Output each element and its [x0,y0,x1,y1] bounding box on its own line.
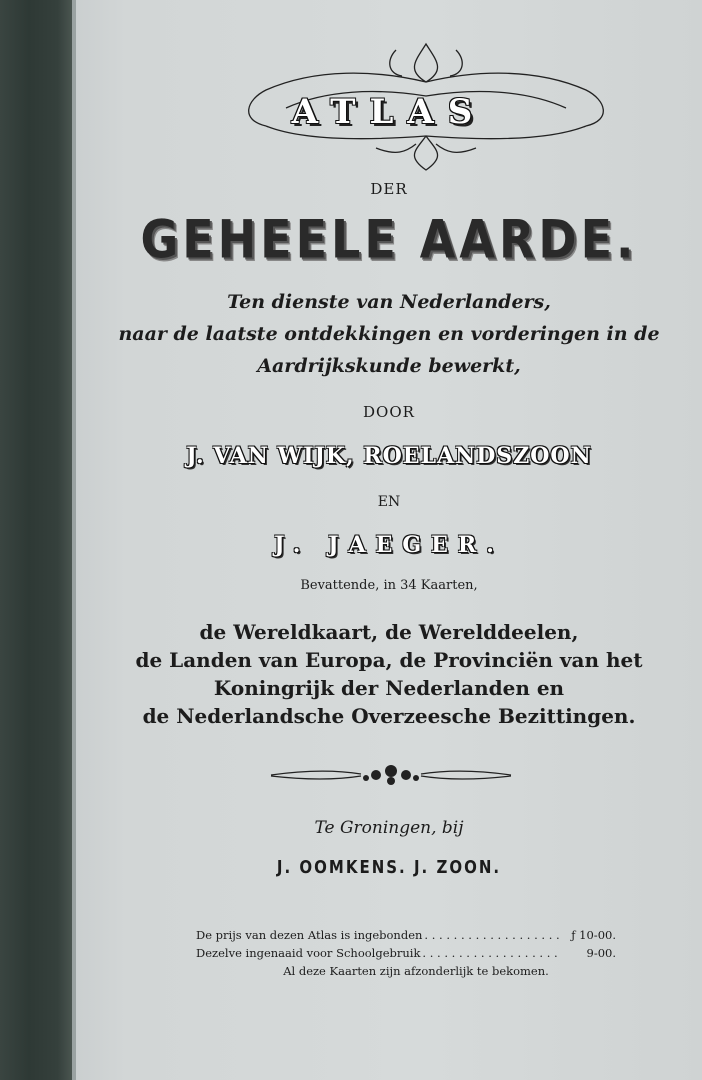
by-label: DOOR [363,403,415,421]
price-label: Dezelve ingenaaid voor Schoolgebruik [196,946,421,960]
price-value: ƒ 10-00. [571,928,616,942]
contents-line-2: de Landen van Europa, de Provinciën van het [135,648,643,672]
and-label: EN [377,494,401,510]
price-dots: . . . . . . . . . . . . . . . . . . . [422,946,558,960]
price-row-stitched [196,944,616,962]
price-row-bound [196,926,616,944]
publisher-place: Te Groningen, bij [314,818,464,838]
price-label: De prijs van dezen Atlas is ingebonden [196,928,423,942]
subtitle-line-3: Aardrijkskunde bewerkt, [257,355,521,377]
contents-line-1: de Wereldkaart, de Werelddeelen, [199,620,579,644]
contents-line-3: Koningrijk der Nederlanden en [213,676,565,700]
subtitle-line-1: Ten dienste van Nederlanders, [227,291,551,313]
contents-line-4: de Nederlandsche Overzeesche Bezittingen. [142,704,636,728]
subtitle-line-2: naar de laatste ontdekkingen en vorderingen in de [118,323,660,345]
middle-divider-ornament [266,760,516,790]
book-spine [0,0,72,1080]
title-main: GEHEELE AARDE. [140,207,638,271]
price-note: Al deze Kaarten zijn afzonderlijk te bekomen. [283,964,549,978]
title-atlas: ATLAS [291,92,487,132]
author-1: J. VAN WIJK, ROELANDSZOON [186,443,592,469]
price-dots: . . . . . . . . . . . . . . . . . . . [424,928,560,942]
price-value: 9-00. [586,946,616,960]
title-der: DER [370,180,408,198]
contents-intro: Bevattende, in 34 Kaarten, [300,578,478,593]
title-page [76,0,702,1080]
price-list [196,926,616,980]
publisher-name: J. OOMKENS. J. ZOON. [276,856,502,878]
author-2: J. JAEGER. [274,532,504,558]
